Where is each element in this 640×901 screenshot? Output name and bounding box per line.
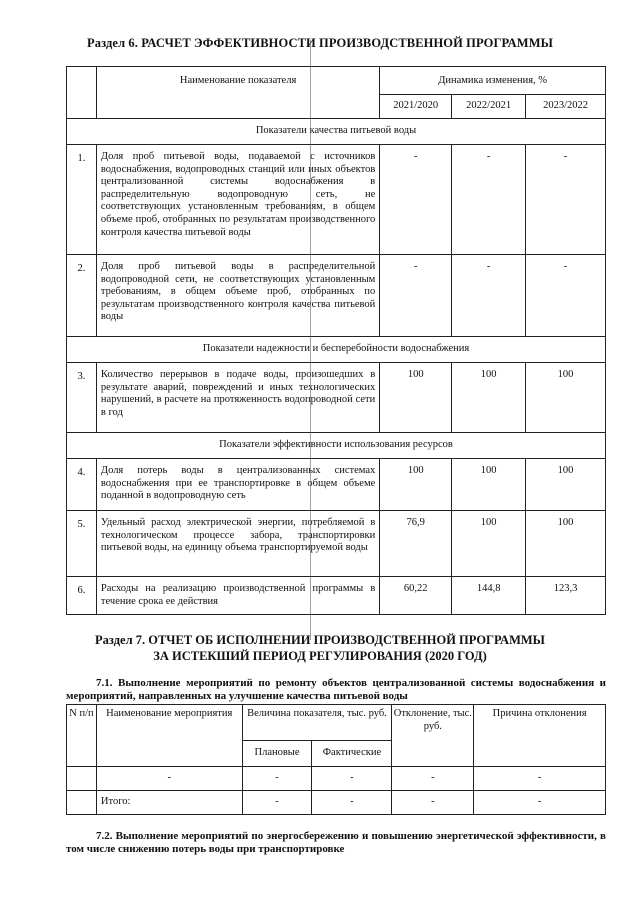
row-value: - bbox=[380, 255, 452, 337]
table-row bbox=[67, 459, 606, 511]
group-title: Показатели надежности и бесперебойности водоснабжения bbox=[67, 337, 606, 363]
header-deviation: Отклонение, тыс. руб. bbox=[392, 705, 474, 767]
section7-title-line2: ЗА ИСТЕКШИЙ ПЕРИОД РЕГУЛИРОВАНИЯ (2020 ГОД) bbox=[153, 649, 487, 663]
row-indicator-name: Удельный расход электрической энергии, потребляемой в технологическом процессе забора, транспортировки питьевой воды, на единицу объема транспортируемой воды bbox=[96, 511, 379, 577]
header-planned: Плановые bbox=[242, 741, 312, 767]
row-value: 100 bbox=[380, 459, 452, 511]
row-number: 6. bbox=[67, 577, 97, 615]
table-row bbox=[67, 255, 606, 337]
row-value: - bbox=[452, 145, 526, 255]
row-reason: - bbox=[474, 767, 606, 791]
row-value: - bbox=[452, 255, 526, 337]
table-total-row bbox=[67, 791, 606, 815]
row-value: 123,3 bbox=[526, 577, 606, 615]
row-number: 1. bbox=[67, 145, 97, 255]
row-value: 100 bbox=[526, 363, 606, 433]
group-title: Показатели качества питьевой воды bbox=[67, 119, 606, 145]
header-dynamics: Динамика изменения, % bbox=[380, 67, 606, 95]
report-table bbox=[66, 704, 606, 815]
paragraph-7-2: 7.2. Выполнение мероприятий по энергосбережению и повышению энергетической эффективности, в том числе снижению потерь воды при транспортировке bbox=[66, 830, 606, 855]
table-row bbox=[67, 767, 606, 791]
row-measure-name: - bbox=[96, 767, 242, 791]
total-actual: - bbox=[312, 791, 392, 815]
table-row bbox=[67, 511, 606, 577]
header-blank-cell bbox=[67, 67, 97, 119]
row-number bbox=[67, 767, 97, 791]
table-row bbox=[67, 577, 606, 615]
row-indicator-name: Расходы на реализацию производственной программы в течение срока ее действия bbox=[96, 577, 379, 615]
row-value: 60,22 bbox=[380, 577, 452, 615]
row-planned: - bbox=[242, 767, 312, 791]
header-actual: Фактические bbox=[312, 741, 392, 767]
row-value: - bbox=[526, 145, 606, 255]
row-number: 2. bbox=[67, 255, 97, 337]
total-label: Итого: bbox=[96, 791, 242, 815]
row-number: 3. bbox=[67, 363, 97, 433]
row-value: 100 bbox=[452, 511, 526, 577]
row-value: 100 bbox=[380, 363, 452, 433]
row-value: 100 bbox=[526, 459, 606, 511]
row-value: 100 bbox=[452, 459, 526, 511]
group-row bbox=[67, 433, 606, 459]
row-indicator-name: Доля проб питьевой воды, подаваемой с источников водоснабжения, водопроводных станций или иных объектов централизованной системы водоснабжения в распределительную водопроводную сеть, не соответствующих установленным требованиям, в общем объеме проб, отобранных по результатам производственного контроля качества питьевой воды bbox=[96, 145, 379, 255]
row-indicator-name: Доля потерь воды в централизованных системах водоснабжения при ее транспортировке в общем объеме поданной в водопроводную сеть bbox=[96, 459, 379, 511]
header-year: 2022/2021 bbox=[452, 95, 526, 119]
row-indicator-name: Количество перерывов в подаче воды, произошедших в результате аварий, повреждений и иных технологических нарушений, в расчете на протяженность водопроводной сети в год bbox=[96, 363, 379, 433]
group-title: Показатели эффективности использования ресурсов bbox=[67, 433, 606, 459]
row-value: 100 bbox=[526, 511, 606, 577]
paragraph-7-1: 7.1. Выполнение мероприятий по ремонту объектов централизованной системы водоснабжения и мероприятий, направленных на улучшение качества питьевой воды bbox=[66, 677, 606, 702]
row-number: 5. bbox=[67, 511, 97, 577]
row-value: 144,8 bbox=[452, 577, 526, 615]
group-row bbox=[67, 119, 606, 145]
table-header-row bbox=[67, 67, 606, 95]
total-deviation: - bbox=[392, 791, 474, 815]
section7-title bbox=[0, 632, 640, 664]
group-row bbox=[67, 337, 606, 363]
header-value: Величина показателя, тыс. руб. bbox=[242, 705, 392, 741]
row-actual: - bbox=[312, 767, 392, 791]
header-year: 2023/2022 bbox=[526, 95, 606, 119]
total-reason: - bbox=[474, 791, 606, 815]
header-measure-name: Наименование мероприятия bbox=[96, 705, 242, 767]
row-deviation: - bbox=[392, 767, 474, 791]
table-header-row bbox=[67, 705, 606, 741]
header-reason: Причина отклонения bbox=[474, 705, 606, 767]
row-indicator-name: Доля проб питьевой воды в распределительной водопроводной сети, не соответствующих установленным требованиям, в общем объеме проб, отобранных по результатам производственного контроля качества питьевой воды bbox=[96, 255, 379, 337]
section6-title: Раздел 6. РАСЧЕТ ЭФФЕКТИВНОСТИ ПРОИЗВОДСТВЕННОЙ ПРОГРАММЫ bbox=[87, 36, 553, 50]
row-value: 76,9 bbox=[380, 511, 452, 577]
scan-fold-line bbox=[310, 40, 311, 640]
header-indicator-name: Наименование показателя bbox=[96, 67, 379, 119]
total-blank-cell bbox=[67, 791, 97, 815]
table-row bbox=[67, 145, 606, 255]
row-value: 100 bbox=[452, 363, 526, 433]
row-value: - bbox=[380, 145, 452, 255]
total-planned: - bbox=[242, 791, 312, 815]
table-row bbox=[67, 363, 606, 433]
row-number: 4. bbox=[67, 459, 97, 511]
row-value: - bbox=[526, 255, 606, 337]
efficiency-table bbox=[66, 66, 606, 615]
header-number: N п/п bbox=[67, 705, 97, 767]
header-year: 2021/2020 bbox=[380, 95, 452, 119]
section7-title-line1: Раздел 7. ОТЧЕТ ОБ ИСПОЛНЕНИИ ПРОИЗВОДСТВЕННОЙ ПРОГРАММЫ bbox=[95, 633, 545, 647]
